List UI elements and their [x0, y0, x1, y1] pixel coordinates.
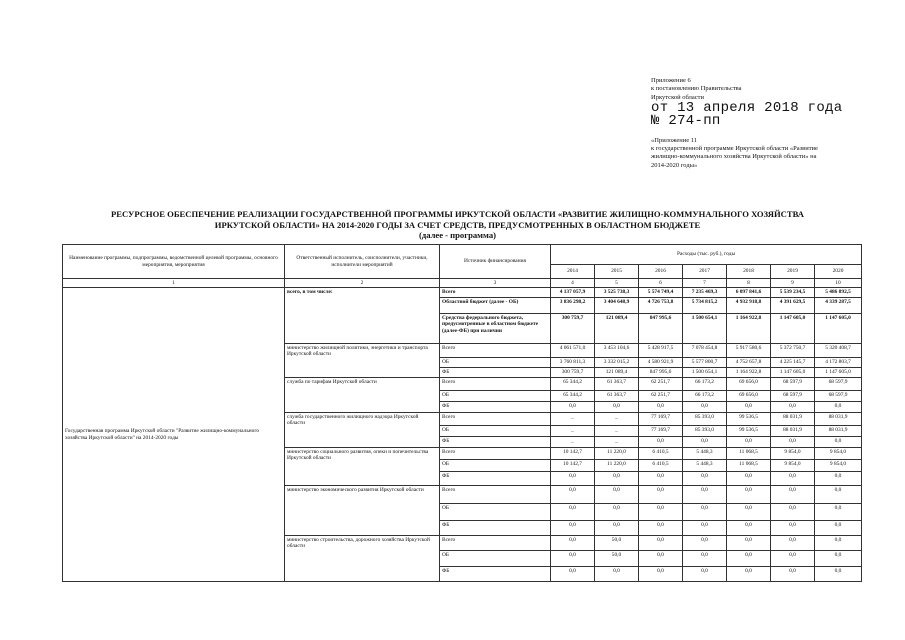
value-cell: 5 539 234,5 [771, 288, 815, 297]
executor-cell: министерство жилищной политики, энергетики и транспорта Иркутской области [285, 343, 440, 377]
column-number: 10 [815, 279, 862, 288]
value-cell: 61 363,7 [595, 377, 639, 390]
value-cell: 0,0 [551, 471, 595, 485]
value-cell: 0,0 [815, 436, 862, 447]
value-cell: 88 031,9 [771, 425, 815, 436]
value-cell: 1 147 605,0 [815, 313, 862, 343]
value-cell: 3 836 298,2 [551, 297, 595, 313]
column-numbers-row [63, 279, 862, 288]
column-number: 9 [771, 279, 815, 288]
source-cell: ФБ [440, 566, 551, 581]
value-cell: 5 486 892,5 [815, 288, 862, 297]
appendix-line-9: 2014-2020 годы» [651, 161, 698, 169]
value-cell: 0,0 [639, 550, 683, 566]
value-cell: 300 759,7 [551, 367, 595, 377]
value-cell: 5 574 749,4 [639, 288, 683, 297]
value-cell: 1 164 922,8 [727, 313, 771, 343]
value-cell: 0,0 [683, 485, 727, 503]
column-number: 3 [440, 279, 551, 288]
year-header: 2019 [771, 265, 815, 279]
source-cell: ОБ [440, 459, 551, 471]
value-cell: 0,0 [595, 566, 639, 581]
value-cell: 121 089,4 [595, 367, 639, 377]
value-cell: 300 759,7 [551, 313, 595, 343]
source-cell: ФБ [440, 471, 551, 485]
value-cell: _ [551, 436, 595, 447]
value-cell: 7 078 454,8 [683, 343, 727, 357]
year-header: 2014 [551, 265, 595, 279]
title-line-3: (далее - программа) [418, 230, 496, 240]
value-cell: 5 577 800,7 [683, 357, 727, 367]
value-cell: 4 061 571,0 [551, 343, 595, 357]
value-cell: 0,0 [771, 401, 815, 412]
value-cell: 0,0 [771, 535, 815, 550]
col-header-executor: Ответственный исполнитель, соисполнители, участники, исполнители мероприятий [285, 245, 440, 279]
value-cell: _ [551, 425, 595, 436]
appendix-line-1: Приложение 6 [651, 77, 691, 84]
appendix-line-3: Иркутской области [651, 93, 704, 101]
value-cell: 5 734 815,2 [683, 297, 727, 313]
executor-cell: министерство экономического развития Иркутской области [285, 485, 440, 535]
value-cell: 62 251,7 [639, 377, 683, 390]
source-cell: ОБ [440, 550, 551, 566]
col-header-program: Наименование программы, подпрограммы, ведомственной целевой программы, основного мероприятия, мероприятия [63, 245, 285, 279]
column-number: 6 [639, 279, 683, 288]
value-cell: 1 500 654,1 [683, 367, 727, 377]
year-header: 2016 [639, 265, 683, 279]
appendix-line-2: к постановлению Правительства [651, 85, 742, 93]
value-cell: 0,0 [815, 485, 862, 503]
value-cell: 0,0 [727, 485, 771, 503]
source-cell: Всего [440, 447, 551, 459]
value-cell: 3 525 738,3 [595, 288, 639, 297]
source-cell: Всего [440, 377, 551, 390]
value-cell: 0,0 [639, 535, 683, 550]
header-row [63, 245, 862, 265]
executor-cell: служба по тарифам Иркутской области [285, 377, 440, 412]
column-number: 7 [683, 279, 727, 288]
value-cell: 0,0 [683, 520, 727, 535]
value-cell: 121 089,4 [595, 313, 639, 343]
value-cell: 11 220,0 [595, 447, 639, 459]
value-cell: 0,0 [683, 550, 727, 566]
value-cell: _ [551, 412, 595, 425]
value-cell: 0,0 [771, 485, 815, 503]
value-cell: 0,0 [727, 550, 771, 566]
decree-number: № 274-пп [651, 112, 721, 129]
source-cell: Всего [440, 485, 551, 503]
value-cell: 0,0 [639, 485, 683, 503]
source-cell: ФБ [440, 401, 551, 412]
value-cell: 5 428 917,5 [639, 343, 683, 357]
value-cell: 847 995,6 [639, 367, 683, 377]
title-line-1: РЕСУРСНОЕ ОБЕСПЕЧЕНИЕ РЕАЛИЗАЦИИ ГОСУДАРСТВЕННОЙ ПРОГРАММЫ ИРКУТСКОЙ ОБЛАСТИ «РАЗВИТИЕ ЖИЛИЩНО-КОММУНАЛЬНОГО ХОЗЯЙСТВА [110, 209, 804, 219]
year-header: 2015 [595, 265, 639, 279]
value-cell: 0,0 [815, 471, 862, 485]
source-cell: Областной бюджет (далее - ОБ) [440, 297, 551, 313]
value-cell: _ [595, 436, 639, 447]
value-cell: 5 320 408,7 [815, 343, 862, 357]
value-cell: 10 142,7 [551, 447, 595, 459]
value-cell: 5 917 580,6 [727, 343, 771, 357]
value-cell: 6 410,5 [639, 459, 683, 471]
value-cell: 4 752 657,8 [727, 357, 771, 367]
value-cell: 0,0 [771, 503, 815, 520]
value-cell: 5 448,3 [683, 447, 727, 459]
value-cell: 0,0 [595, 401, 639, 412]
value-cell: 0,0 [551, 485, 595, 503]
value-cell: 9 854,0 [815, 459, 862, 471]
title-line-2: ИРКУТСКОЙ ОБЛАСТИ» НА 2014-2020 ГОДЫ ЗА СЧЕТ СРЕДСТВ, ПРЕДУСМОТРЕННЫХ В ОБЛАСТНОМ БЮДЖЕТЕ [214, 219, 701, 230]
value-cell: 4 225 145,7 [771, 357, 815, 367]
value-cell: 88 031,9 [771, 412, 815, 425]
value-cell: 5 372 750,7 [771, 343, 815, 357]
value-cell: 0,0 [727, 503, 771, 520]
value-cell: 0,0 [771, 436, 815, 447]
value-cell: 847 995,6 [639, 313, 683, 343]
value-cell: 0,0 [727, 401, 771, 412]
value-cell: 9 854,0 [771, 447, 815, 459]
value-cell: 3 453 104,6 [595, 343, 639, 357]
value-cell: 0,0 [683, 535, 727, 550]
table-row [63, 288, 862, 297]
value-cell: 99 536,5 [727, 425, 771, 436]
value-cell: 0,0 [683, 471, 727, 485]
column-number: 2 [285, 279, 440, 288]
value-cell: 1 500 654,1 [683, 313, 727, 343]
source-cell: ОБ [440, 357, 551, 367]
value-cell: 0,0 [639, 471, 683, 485]
value-cell: 4 391 629,5 [771, 297, 815, 313]
source-cell: ФБ [440, 367, 551, 377]
value-cell: 88 031,9 [815, 425, 862, 436]
source-cell: Всего [440, 535, 551, 550]
value-cell: 0,0 [595, 503, 639, 520]
value-cell: _ [595, 425, 639, 436]
value-cell: 0,0 [727, 436, 771, 447]
value-cell: 68 597,9 [815, 390, 862, 401]
value-cell: 66 173,2 [683, 390, 727, 401]
source-cell: Средства федерального бюджета, предусмотренные в областном бюджете (далее-ФБ) при наличии [440, 313, 551, 343]
column-number: 1 [63, 279, 285, 288]
value-cell: 4 932 918,8 [727, 297, 771, 313]
value-cell: 85 393,0 [683, 412, 727, 425]
value-cell: 11 220,0 [595, 459, 639, 471]
value-cell: 0,0 [639, 520, 683, 535]
year-header: 2020 [815, 265, 862, 279]
source-cell: ОБ [440, 425, 551, 436]
value-cell: 65 344,2 [551, 377, 595, 390]
value-cell: 0,0 [595, 485, 639, 503]
value-cell: 0,0 [771, 520, 815, 535]
source-cell: ФБ [440, 520, 551, 535]
column-number: 5 [595, 279, 639, 288]
value-cell: 0,0 [815, 566, 862, 581]
value-cell: 0,0 [639, 436, 683, 447]
value-cell: 4 172 803,7 [815, 357, 862, 367]
value-cell: 0,0 [551, 535, 595, 550]
resource-table [62, 244, 862, 582]
value-cell: 0,0 [551, 401, 595, 412]
value-cell: 5 448,3 [683, 459, 727, 471]
value-cell: 68 597,9 [815, 377, 862, 390]
value-cell: 61 363,7 [595, 390, 639, 401]
value-cell: 4 726 753,8 [639, 297, 683, 313]
value-cell: 77 169,7 [639, 425, 683, 436]
value-cell: 66 173,2 [683, 377, 727, 390]
value-cell: 7 235 469,3 [683, 288, 727, 297]
value-cell: 0,0 [595, 520, 639, 535]
source-cell: Всего [440, 343, 551, 357]
year-header: 2018 [727, 265, 771, 279]
value-cell: 0,0 [683, 503, 727, 520]
program-name-cell: Государственная программа Иркутской области "Развитие жилищно-коммунального хозяйства Иркутской области" на 2014-2020 годы [63, 288, 285, 581]
source-cell: Всего [440, 288, 551, 297]
value-cell: 3 332 015,2 [595, 357, 639, 367]
value-cell: 77 169,7 [639, 412, 683, 425]
value-cell: 0,0 [727, 471, 771, 485]
appendix-line-7: к государственной программе Иркутской области «Развитие [651, 145, 818, 153]
executor-cell: всего, в том числе: [285, 288, 440, 343]
value-cell: 0,0 [639, 401, 683, 412]
value-cell: 0,0 [683, 566, 727, 581]
executor-cell: министерство социального развития, опеки и попечительства Иркутской области [285, 447, 440, 485]
source-cell: ОБ [440, 390, 551, 401]
value-cell: 0,0 [727, 520, 771, 535]
column-number: 4 [551, 279, 595, 288]
value-cell: 0,0 [639, 566, 683, 581]
value-cell: 0,0 [815, 503, 862, 520]
value-cell: 4 580 921,9 [639, 357, 683, 367]
value-cell: 0,0 [683, 436, 727, 447]
value-cell: 0,0 [727, 535, 771, 550]
value-cell: 1 147 605,0 [771, 313, 815, 343]
col-header-source: Источник финансирования [440, 245, 551, 279]
value-cell: 1 147 605,0 [771, 367, 815, 377]
value-cell: 4 137 057,9 [551, 288, 595, 297]
value-cell: 9 854,0 [771, 459, 815, 471]
value-cell: 68 597,9 [771, 377, 815, 390]
value-cell: 0,0 [771, 566, 815, 581]
value-cell: 3 404 648,9 [595, 297, 639, 313]
appendix-header [651, 77, 891, 170]
value-cell: 85 393,0 [683, 425, 727, 436]
value-cell: 11 068,5 [727, 447, 771, 459]
value-cell: 0,0 [771, 471, 815, 485]
col-header-expenses: Расходы (тыс. руб.), годы [551, 245, 862, 265]
value-cell: 0,0 [683, 401, 727, 412]
value-cell: 50,0 [595, 535, 639, 550]
value-cell: 0,0 [595, 471, 639, 485]
value-cell: 3 760 811,3 [551, 357, 595, 367]
value-cell: 0,0 [815, 520, 862, 535]
column-number: 8 [727, 279, 771, 288]
value-cell: 0,0 [815, 550, 862, 566]
source-cell: ОБ [440, 503, 551, 520]
value-cell: 4 339 287,5 [815, 297, 862, 313]
document-title [60, 209, 855, 241]
value-cell: 10 142,7 [551, 459, 595, 471]
executor-cell: министерство строительства, дорожного хозяйства Иркутской области [285, 535, 440, 581]
value-cell: 0,0 [551, 550, 595, 566]
executor-cell: служба государственного жилищного надзора Иркутской области [285, 412, 440, 447]
value-cell: 1 147 605,0 [815, 367, 862, 377]
value-cell: 6 097 841,6 [727, 288, 771, 297]
value-cell: 0,0 [815, 401, 862, 412]
value-cell: 0,0 [639, 503, 683, 520]
value-cell: 69 656,0 [727, 377, 771, 390]
value-cell: 0,0 [551, 503, 595, 520]
value-cell: 88 031,9 [815, 412, 862, 425]
decree-date: от 13 апреля 2018 года [651, 99, 843, 116]
value-cell: 0,0 [551, 520, 595, 535]
value-cell: 68 597,9 [771, 390, 815, 401]
value-cell: 0,0 [815, 535, 862, 550]
source-cell: ФБ [440, 436, 551, 447]
value-cell: 1 164 922,8 [727, 367, 771, 377]
appendix-line-6: «Приложение 11 [651, 136, 698, 144]
value-cell: 0,0 [551, 566, 595, 581]
source-cell: Всего [440, 412, 551, 425]
value-cell: 11 068,5 [727, 459, 771, 471]
value-cell: 50,0 [595, 550, 639, 566]
year-header: 2017 [683, 265, 727, 279]
value-cell: 69 656,0 [727, 390, 771, 401]
value-cell: 0,0 [771, 550, 815, 566]
appendix-line-8: жилищно-коммунального хозяйства Иркутской области» на [651, 153, 817, 161]
value-cell: 0,0 [727, 566, 771, 581]
value-cell: 6 410,5 [639, 447, 683, 459]
value-cell: 62 251,7 [639, 390, 683, 401]
value-cell: _ [595, 412, 639, 425]
value-cell: 9 854,0 [815, 447, 862, 459]
value-cell: 65 344,2 [551, 390, 595, 401]
value-cell: 99 536,5 [727, 412, 771, 425]
